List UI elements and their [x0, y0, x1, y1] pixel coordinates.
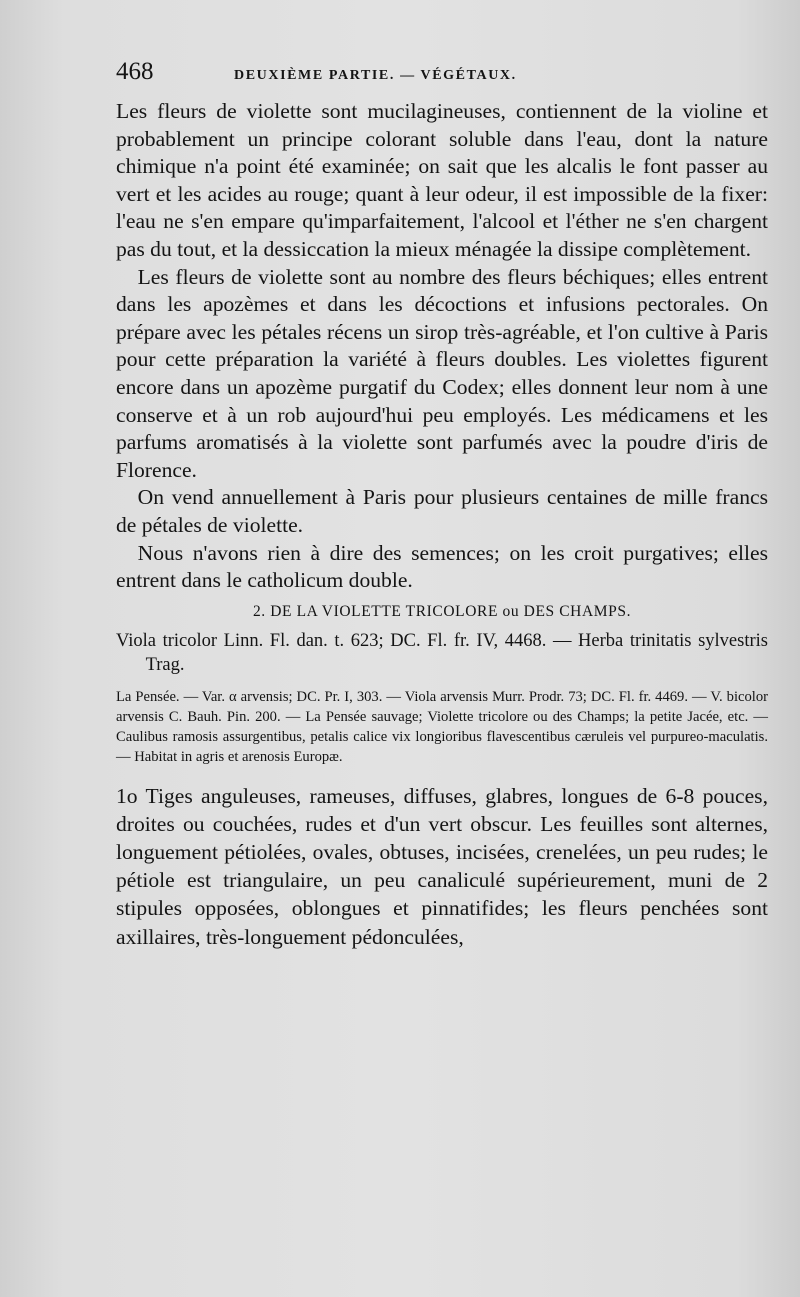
- species-description: 1o Tiges anguleuses, rameuses, diffuses, glabres, longues de 6-8 pouces, droites ou couchées, rudes et d'un vert obscur. Les feuilles sont alternes, longuement pétiolées, ovales, obtuses, incisées, crenelées, un peu rudes; le pétiole est triangulaire, un peu canaliculé supérieurement, muni de 2 stipules opposées, oblongues et pinnatifides; les fleurs penchées sont axillaires, très-longuement pédonculées,: [116, 783, 768, 949]
- paragraph-violet-uses: Les fleurs de violette sont au nombre des fleurs béchiques; elles entrent dans les apozèmes et dans les décoctions et infusions pectorales. On prépare avec les pétales récens un sirop très-agréable, et l'on cultive à Paris pour cette préparation la variété à fleurs doubles. Les violettes figurent encore dans un apozème purgatif du Codex; elles donnent leur nom à une conserve et à un rob aujourd'hui peu employés. Les médicamens et les parfums aromatisés à la violette sont parfumés avec la poudre d'iris de Florence.: [116, 264, 768, 482]
- paragraph-violet-trade: On vend annuellement à Paris pour plusieurs centaines de mille francs de pétales de violette.: [116, 485, 768, 537]
- running-head: DEUXIÈME PARTIE. — VÉGÉTAUX.: [234, 68, 517, 83]
- section-heading: 2. DE LA VIOLETTE TRICOLORE ou DES CHAMPS.: [252, 602, 632, 620]
- species-entry: Viola tricolor Linn. Fl. dan. t. 623; DC. Fl. fr. IV, 4468. — Herba trinitatis sylvestris Trag.: [116, 630, 768, 675]
- page-header: [116, 58, 768, 98]
- paragraph-violet-seeds: Nous n'avons rien à dire des semences; on les croit purgatives; elles entrent dans le catholicum double.: [116, 540, 768, 593]
- page-number: 468: [116, 58, 154, 85]
- paragraph-violet-chemistry: Les fleurs de violette sont mucilagineuses, contiennent de la violine et probablement un principe colorant soluble dans l'eau, dont la nature chimique n'a point été examinée; on sait que les alcalis le font passer au vert et les acides au rouge; quant à leur odeur, il est impossible de la fixer: l'eau ne s'en empare qu'imparfaitement, l'alcool et l'éther ne s'en chargent pas du tout, et la dessiccation la mieux ménagée la dissipe complètement.: [116, 99, 768, 261]
- synonymy-note: La Pensée. — Var. α arvensis; DC. Pr. I, 303. — Viola arvensis Murr. Prodr. 73; DC. Fl. fr. 4469. — V. bicolor arvensis C. Bauh. Pin. 200. — La Pensée sauvage; Violette tricolore ou des Champs; la petite Jacée, etc. — Caulibus ramosis assurgentibus, petalis calice vix longioribus flavescentibus cæruleis vel purpureo-maculatis. — Habitat in agris et arenosis Europæ.: [116, 688, 768, 766]
